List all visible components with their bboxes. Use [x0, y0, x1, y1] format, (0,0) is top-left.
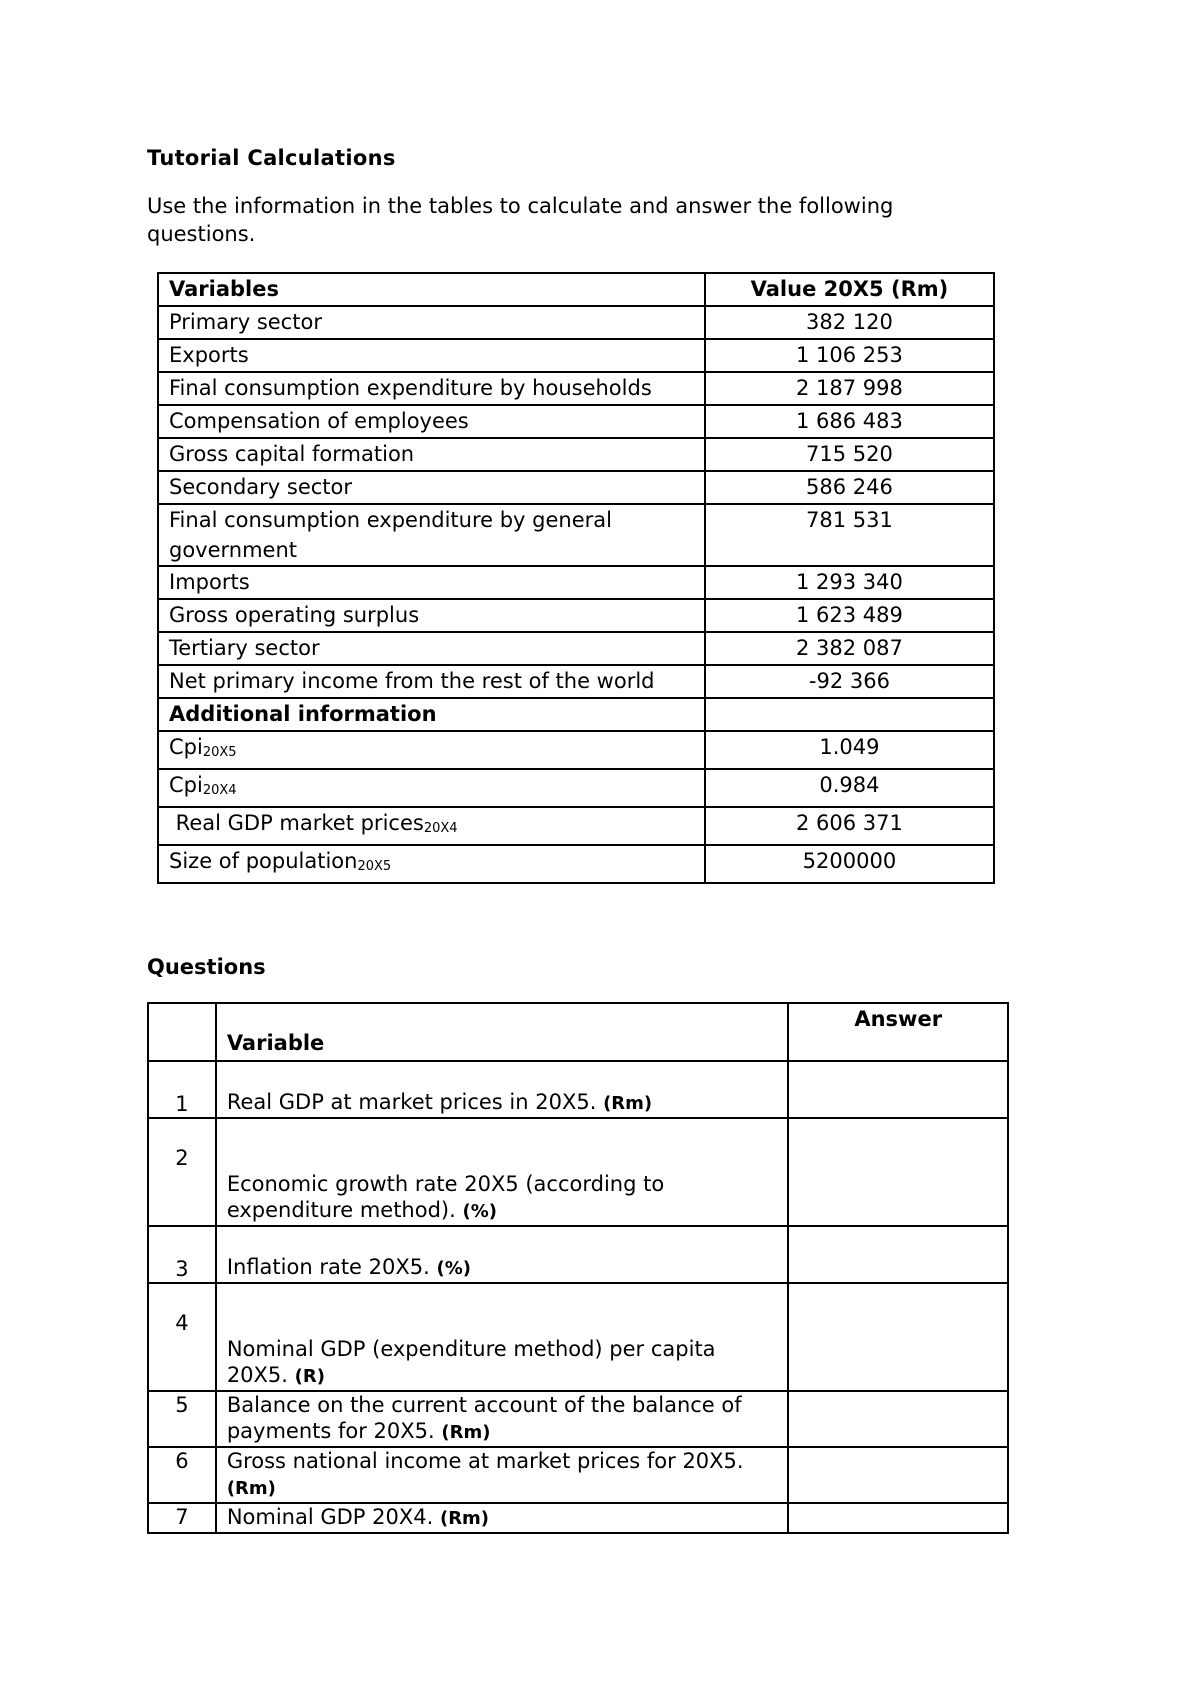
variable-value: 1 686 483	[705, 405, 994, 438]
question-text	[216, 1503, 789, 1533]
variable-label: Tertiary sector	[158, 632, 705, 665]
variable-value: 1 293 340	[705, 566, 994, 599]
variable-label	[158, 807, 705, 845]
table-row	[148, 1391, 1008, 1447]
question-body: Balance on the current account of the balance of payments for 20X5.	[226, 1393, 742, 1443]
variable-label: Imports	[158, 566, 705, 599]
table-row	[148, 1283, 1008, 1391]
label-text: Real GDP market prices	[169, 811, 424, 835]
answer-cell[interactable]	[788, 1118, 1008, 1226]
variable-value: 2 382 087	[705, 632, 994, 665]
question-text	[216, 1283, 789, 1391]
table-row	[148, 1447, 1008, 1503]
variable-label: Final consumption expenditure by households	[158, 372, 705, 405]
variable-label	[158, 769, 705, 807]
question-body: Nominal GDP (expenditure method) per capita 20X5.	[226, 1337, 716, 1387]
table-row	[158, 731, 994, 769]
variable-value: 1 106 253	[705, 339, 994, 372]
variable-value: 2 187 998	[705, 372, 994, 405]
table-header-row	[158, 273, 994, 306]
variable-label: Gross operating surplus	[158, 599, 705, 632]
variables-header: Variables	[158, 273, 705, 306]
label-subscript: 20X5	[357, 859, 392, 874]
table-row	[158, 632, 994, 665]
table-row	[158, 471, 994, 504]
question-unit: (Rm)	[439, 1508, 490, 1529]
number-header	[148, 1003, 216, 1061]
question-unit: (Rm)	[226, 1478, 276, 1499]
table-row	[148, 1061, 1008, 1118]
question-text	[216, 1226, 789, 1283]
questions-header-row	[148, 1003, 1008, 1061]
intro-text: Use the information in the tables to calculate and answer the following questions.	[147, 194, 894, 246]
variable-value: 586 246	[705, 471, 994, 504]
empty-cell	[705, 698, 994, 731]
variable-value: 5200000	[705, 845, 994, 883]
variable-label: Gross capital formation	[158, 438, 705, 471]
variables-table	[157, 272, 995, 884]
question-body: Real GDP at market prices in 20X5.	[226, 1090, 597, 1114]
answer-cell[interactable]	[788, 1226, 1008, 1283]
table-row	[158, 665, 994, 698]
answer-cell[interactable]	[788, 1283, 1008, 1391]
question-number: 2	[148, 1118, 216, 1226]
question-text	[216, 1447, 789, 1503]
label-text: Cpi	[169, 735, 203, 759]
variable-label	[158, 845, 705, 883]
variable-label: Exports	[158, 339, 705, 372]
table-row	[158, 372, 994, 405]
question-unit: (R)	[294, 1366, 325, 1387]
question-text	[216, 1061, 789, 1118]
questions-table	[147, 1002, 1009, 1534]
question-number: 1	[148, 1061, 216, 1118]
question-number: 3	[148, 1226, 216, 1283]
variable-value: 382 120	[705, 306, 994, 339]
table-row	[158, 504, 994, 566]
question-text	[216, 1391, 789, 1447]
variable-value: 2 606 371	[705, 807, 994, 845]
table-row	[158, 405, 994, 438]
label-subscript: 20X4	[202, 783, 237, 798]
label-subscript: 20X5	[202, 745, 237, 760]
answer-cell[interactable]	[788, 1503, 1008, 1533]
table-row	[148, 1226, 1008, 1283]
question-text	[216, 1118, 789, 1226]
value-header: Value 20X5 (Rm)	[705, 273, 994, 306]
table-row	[158, 807, 994, 845]
table-row	[158, 769, 994, 807]
table-row	[148, 1503, 1008, 1533]
question-body: Nominal GDP 20X4.	[226, 1505, 434, 1529]
variable-value: -92 366	[705, 665, 994, 698]
additional-info-header: Additional information	[158, 698, 705, 731]
variable-label: Primary sector	[158, 306, 705, 339]
table-row	[158, 566, 994, 599]
question-number: 7	[148, 1503, 216, 1533]
variable-header: Variable	[216, 1003, 789, 1061]
question-unit: (%)	[436, 1258, 471, 1279]
answer-cell[interactable]	[788, 1447, 1008, 1503]
variable-label	[158, 731, 705, 769]
variable-label: Compensation of employees	[158, 405, 705, 438]
question-unit: (%)	[462, 1201, 497, 1222]
variable-value: 781 531	[705, 504, 994, 566]
question-number: 4	[148, 1283, 216, 1391]
answer-cell[interactable]	[788, 1061, 1008, 1118]
question-unit: (Rm)	[603, 1093, 653, 1114]
question-body: Gross national income at market prices for 20X5.	[226, 1449, 744, 1473]
question-unit: (Rm)	[441, 1422, 491, 1443]
question-body: Economic growth rate 20X5 (according to expenditure method).	[226, 1172, 665, 1222]
answer-cell[interactable]	[788, 1391, 1008, 1447]
answer-header: Answer	[788, 1003, 1008, 1061]
label-subscript: 20X4	[423, 821, 458, 836]
table-row	[158, 845, 994, 883]
additional-info-header-row	[158, 698, 994, 731]
question-number: 6	[148, 1447, 216, 1503]
question-number: 5	[148, 1391, 216, 1447]
question-body: Inflation rate 20X5.	[226, 1255, 430, 1279]
document-title: Tutorial Calculations	[147, 146, 396, 170]
variable-value: 1 623 489	[705, 599, 994, 632]
table-row	[158, 599, 994, 632]
variable-value: 715 520	[705, 438, 994, 471]
variable-value: 0.984	[705, 769, 994, 807]
label-text: Cpi	[169, 773, 203, 797]
variable-label: Net primary income from the rest of the world	[158, 665, 705, 698]
table-row	[158, 339, 994, 372]
questions-title: Questions	[147, 955, 266, 979]
table-row	[158, 306, 994, 339]
variable-label: Final consumption expenditure by general government	[158, 504, 705, 566]
table-row	[158, 438, 994, 471]
table-row	[148, 1118, 1008, 1226]
label-text: Size of population	[169, 849, 358, 873]
variable-value: 1.049	[705, 731, 994, 769]
variable-label: Secondary sector	[158, 471, 705, 504]
